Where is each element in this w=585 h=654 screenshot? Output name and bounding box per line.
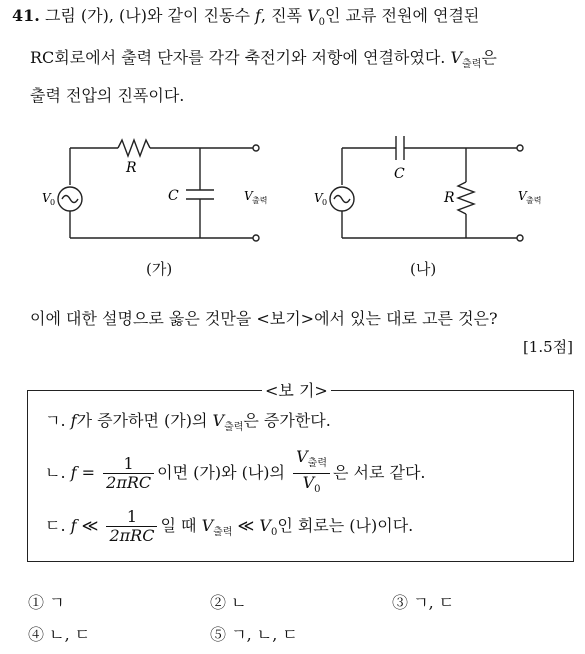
terminal-b-top	[517, 145, 523, 151]
question-line-2: RC회로에서 출력 단자를 각각 축전기와 저항에 연결하였다. $V_{출력}$은	[30, 48, 497, 71]
resistor-a-icon	[118, 140, 150, 156]
output-a-label: V	[244, 189, 253, 203]
source-a-label: V	[42, 191, 51, 205]
statement-1: ㄱ. f가 증가하면 (가)의 $V_{출력}$은 증가한다.	[45, 411, 331, 434]
choice-4[interactable]: ④ ㄴ, ㄷ	[28, 625, 91, 644]
resistor-a-label: R	[126, 160, 137, 176]
question-line-3: 출력 전압의 진폭이다.	[30, 86, 185, 105]
statement-2: ㄴ. f = $\frac{1}{\text{2πRC}}$ 이면 (가)와 (나)의 $\frac{V_{출력}}{V_0}$ 은 서로 같다.	[45, 448, 426, 499]
fraction-1-over-2piRC-2: $\frac{1}{\text{2πRC}}$	[106, 508, 157, 545]
points-label: [1.5점]	[522, 338, 573, 356]
fraction-vout-over-v0: $\frac{V_{출력}}{V_0}$	[293, 448, 330, 499]
output-b-label: V	[518, 189, 527, 203]
bogi-title: <보 기>	[262, 378, 331, 401]
svg-text:출력: 출력	[252, 196, 268, 205]
terminal-b-bottom	[517, 235, 523, 241]
svg-text:0: 0	[50, 198, 56, 207]
circuit-a-diagram	[0, 120, 300, 260]
svg-text:출력: 출력	[526, 196, 542, 205]
caption-b: (나)	[410, 260, 437, 278]
fraction-1-over-2piRC: $\frac{1}{\text{2πRC}}$	[103, 455, 154, 492]
statement-3: ㄷ. f ≪ $\frac{1}{\text{2πRC}}$ 일 때 $V_{출력}$ ≪ $V_0$인 회로는 (나)이다.	[45, 507, 414, 545]
choice-5[interactable]: ⑤ ㄱ, ㄴ, ㄷ	[210, 625, 298, 644]
capacitor-b-label: C	[394, 166, 405, 182]
terminal-a-top	[253, 145, 259, 151]
caption-a: (가)	[146, 260, 173, 278]
capacitor-a-label: C	[168, 188, 179, 204]
choice-3[interactable]: ③ ㄱ, ㄷ	[392, 593, 455, 612]
resistor-b-label: R	[444, 190, 455, 206]
question-prompt: 이에 대한 설명으로 옳은 것만을 <보기>에서 있는 대로 고른 것은?	[30, 309, 498, 328]
terminal-a-bottom	[253, 235, 259, 241]
svg-text:0: 0	[322, 198, 328, 207]
question-number: 41.	[12, 6, 40, 25]
choice-2[interactable]: ② ㄴ	[210, 593, 247, 612]
resistor-b-icon	[458, 182, 474, 214]
choice-1[interactable]: ① ㄱ	[28, 593, 65, 612]
question-line-1: 41. 그림 (가), (나)와 같이 진동수 f, 진폭 $V_0$인 교류 전원에 연결된	[12, 6, 480, 29]
circuit-b-diagram	[300, 120, 585, 260]
source-b-label: V	[314, 191, 323, 205]
